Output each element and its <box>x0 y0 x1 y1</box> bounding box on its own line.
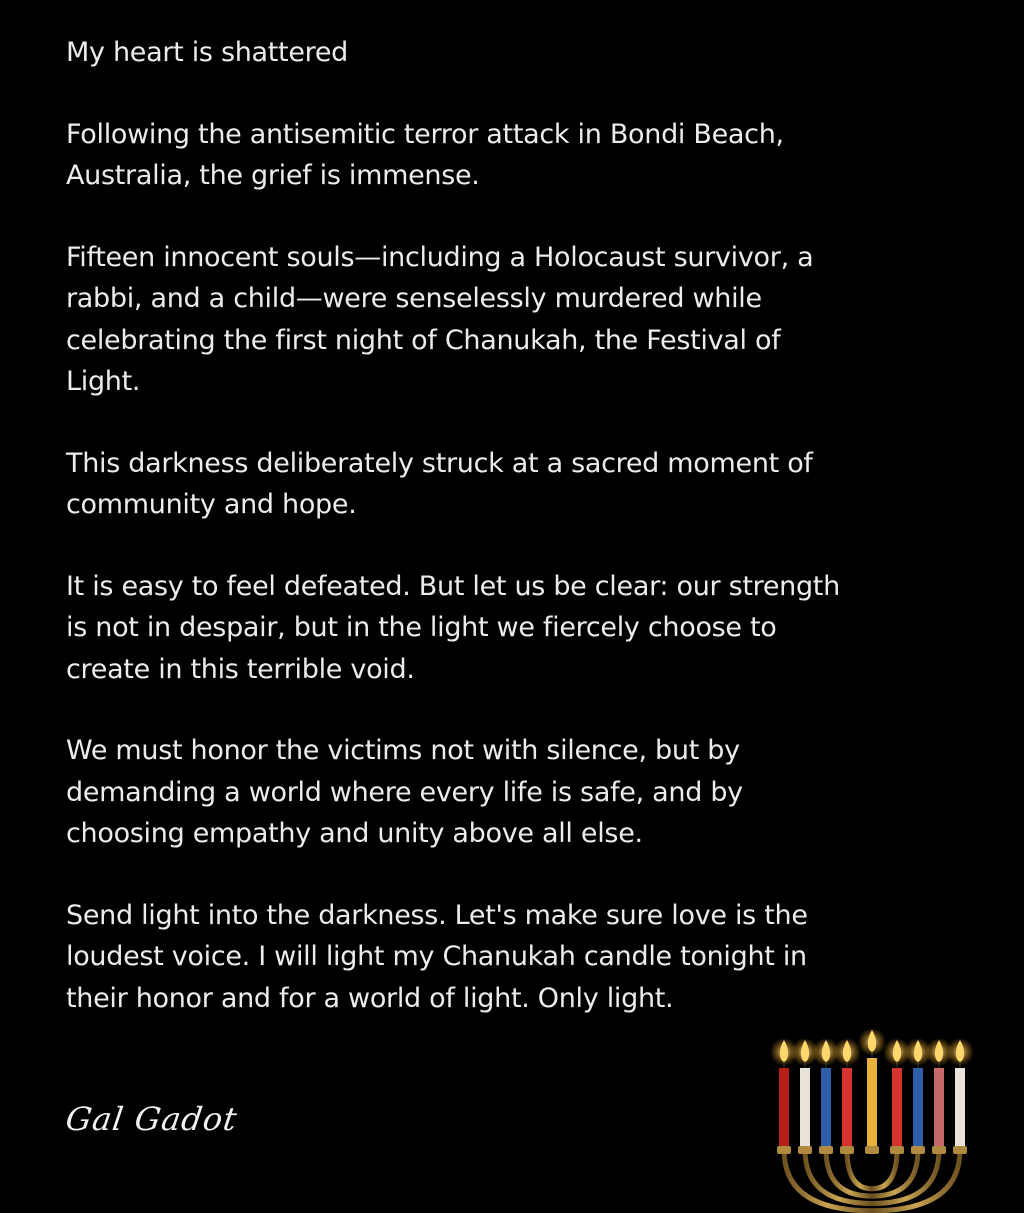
paragraph-strength: It is easy to feel defeated. But let us be clear: our strength is not in despair, but in the light we fiercely choose to create in this terrible void. <box>66 570 840 685</box>
menorah-candles <box>770 1028 974 1154</box>
paragraph-gap <box>66 74 946 114</box>
paragraph-darkness: This darkness deliberately struck at a sacred moment of community and hope. <box>66 447 813 520</box>
paragraph-victims: Fifteen innocent souls—including a Holocaust survivor, a rabbi, and a child—were senselessly murdered while celebrating the first night of Chanukah, the Festival of Light. <box>66 241 814 397</box>
letter-heading: My heart is shattered <box>66 37 349 68</box>
paragraph-honor: We must honor the victims not with silence, but by demanding a world where every life is safe, and by choosing empathy and unity above all else. <box>66 735 743 849</box>
candle-holder <box>777 1146 791 1154</box>
menorah-icon <box>762 1010 982 1213</box>
candle <box>779 1068 789 1146</box>
candle <box>842 1068 852 1146</box>
candle-holder <box>932 1146 946 1154</box>
candle <box>934 1068 944 1146</box>
candle <box>867 1058 877 1146</box>
candle-holder <box>911 1146 925 1154</box>
candle-holder <box>953 1146 967 1154</box>
letter-body <box>66 32 946 1019</box>
candle-holder <box>890 1146 904 1154</box>
candle-holder <box>840 1146 854 1154</box>
candle <box>821 1068 831 1146</box>
candle <box>913 1068 923 1146</box>
menorah-arm <box>847 1150 872 1189</box>
menorah-arm <box>872 1150 897 1189</box>
candle <box>892 1068 902 1146</box>
candle <box>955 1068 965 1146</box>
candle-holder <box>819 1146 833 1154</box>
paragraph-attack: Following the antisemitic terror attack in Bondi Beach, Australia, the grief is immense. <box>66 118 784 191</box>
paragraph-gap <box>66 197 946 237</box>
paragraph-light: Send light into the darkness. Let's make sure love is the loudest voice. I will light my Chanukah candle tonight in their honor and for a world of light. Only light. <box>66 899 808 1014</box>
paragraph-gap <box>66 855 946 895</box>
signature: Gal Gadot <box>63 1100 240 1138</box>
paragraph-gap <box>66 690 946 730</box>
candle-holder <box>798 1146 812 1154</box>
candle <box>800 1068 810 1146</box>
candle-holder <box>865 1146 879 1154</box>
paragraph-gap <box>66 526 946 566</box>
paragraph-gap <box>66 403 946 443</box>
